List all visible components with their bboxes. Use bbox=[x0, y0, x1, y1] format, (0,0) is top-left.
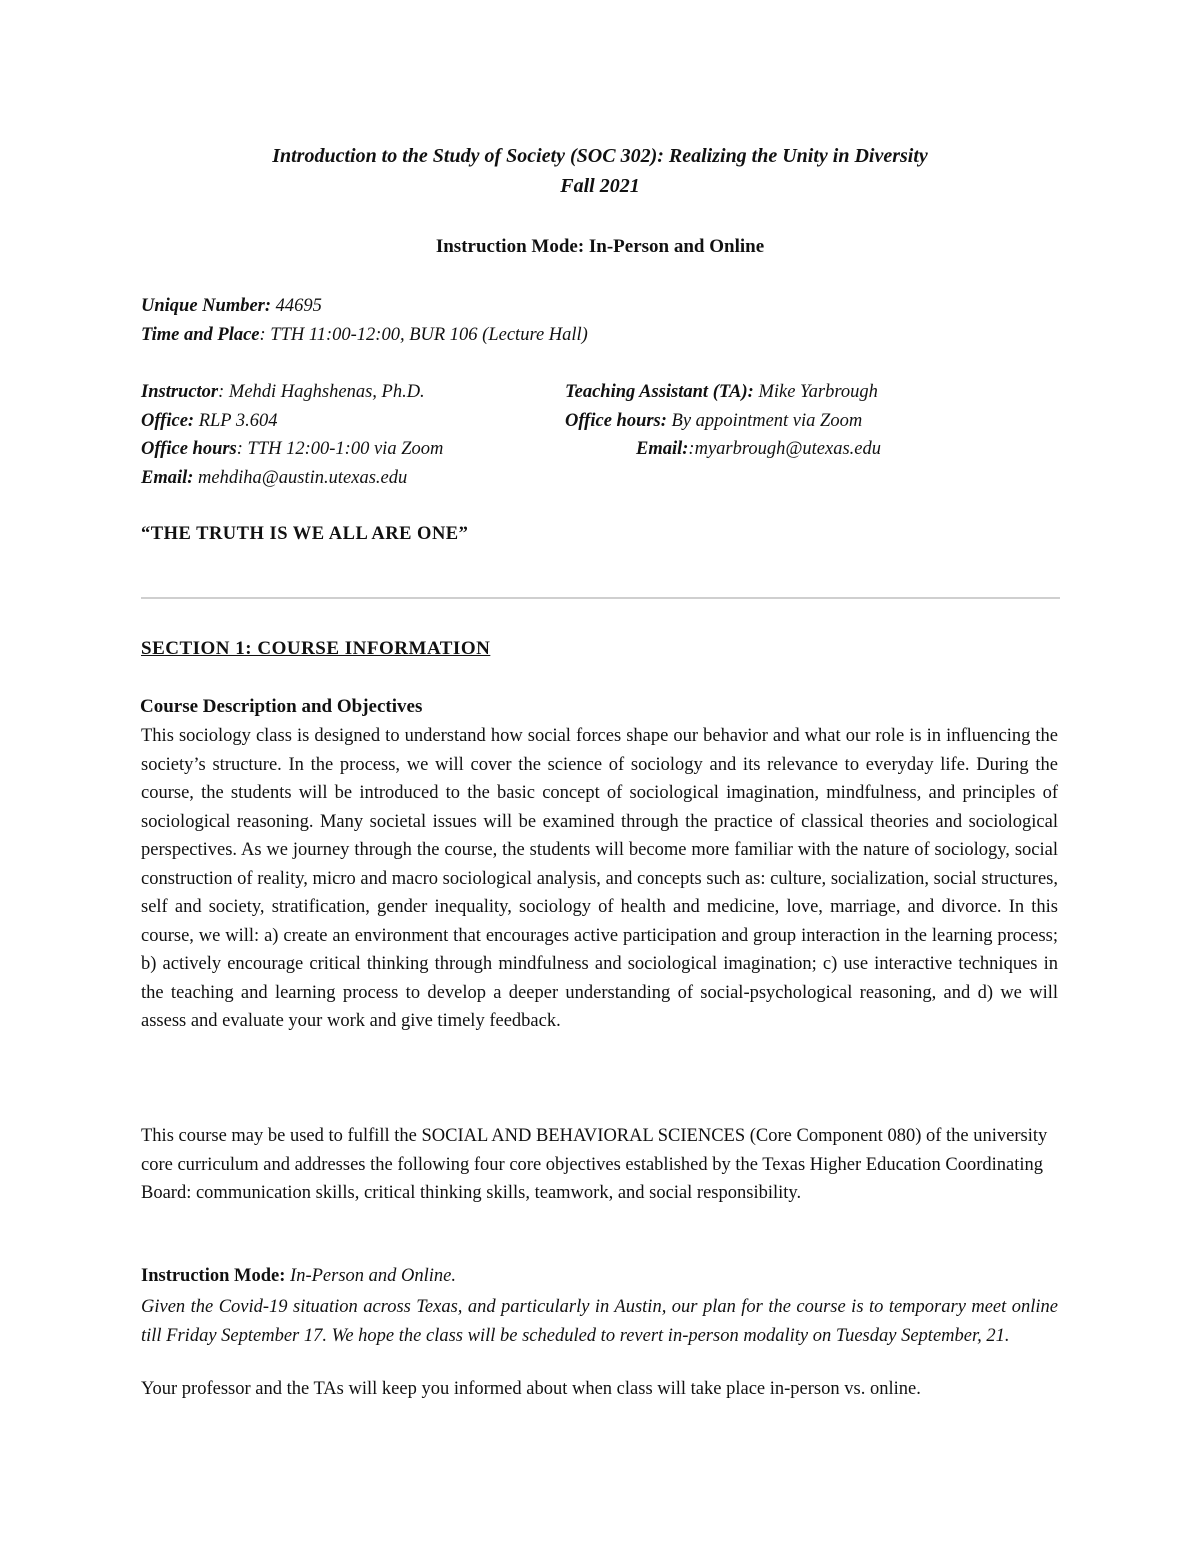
course-description-paragraph: This sociology class is designed to understand how social forces shape our behavior and what our role is in influencing the society’s structure. In the process, we will cover the science of sociology and its relevance to everyday life. During the course, the students will be introduced to the basic concept of sociological imagination, mindfulness, and principles of sociological reasoning. Many societal issues will be examined through the practice of classical theories and sociological perspectives. As we journey through the course, the students will become more familiar with the nature of sociology, social construction of reality, micro and macro sociological analysis, and concepts such as: culture, socialization, social structures, self and society, stratification, gender inequality, sociology of health and medicine, love, marriage, and divorce. In this course, we will: a) create an environment that encourages active participation and group interaction in the learning process; b) actively encourage critical thinking through mindfulness and sociological imagination; c) use interactive techniques in the teaching and learning process to develop a deeper understanding of social-psychological reasoning, and d) we will assess and evaluate your work and give timely feedback. bbox=[141, 726, 1058, 1031]
instructor-label: Instructor bbox=[141, 382, 219, 402]
instructor-hours-label: Office hours bbox=[141, 439, 237, 459]
ta-hours-value: By appointment via Zoom bbox=[666, 411, 863, 431]
course-motto: “THE TRUTH IS WE ALL ARE ONE” bbox=[141, 524, 469, 544]
section-1-heading: SECTION 1: COURSE INFORMATION bbox=[141, 638, 491, 659]
instructor-hours-value: : TTH 12:00-1:00 via Zoom bbox=[236, 439, 444, 459]
instruction-mode-line bbox=[141, 1266, 456, 1287]
ta-hours-label: Office hours: bbox=[565, 411, 667, 431]
instructor-office-label: Office: bbox=[141, 411, 195, 431]
instructor-value: : Mehdi Haghshenas, Ph.D. bbox=[218, 382, 425, 402]
course-description-heading: Course Description and Objectives bbox=[140, 696, 423, 717]
instructor-email-label: Email: bbox=[141, 468, 194, 488]
horizontal-divider bbox=[141, 597, 1060, 599]
final-note: Your professor and the TAs will keep you informed about when class will take place in-person vs. online. bbox=[141, 1379, 921, 1399]
instruction-mode-value: In-Person and Online. bbox=[285, 1266, 456, 1286]
unique-number-label: Unique Number: bbox=[141, 296, 272, 316]
instructor-email-value: mehdiha@austin.utexas.edu bbox=[193, 468, 408, 488]
ta-email-label: Email: bbox=[636, 439, 689, 459]
ta-value: Mike Yarbrough bbox=[753, 382, 878, 402]
time-and-place-label: Time and Place bbox=[141, 325, 260, 345]
ta-name bbox=[565, 382, 878, 403]
time-and-place-value: : TTH 11:00-12:00, BUR 106 (Lecture Hall) bbox=[259, 325, 588, 345]
covid-note: Given the Covid-19 situation across Texas, and particularly in Austin, our plan for the course is to temporary meet online till Friday September 17. We hope the class will be scheduled to revert in-person modality on Tuesday September, 21. bbox=[141, 1297, 1058, 1346]
ta-email-value: :myarbrough@utexas.edu bbox=[688, 439, 881, 459]
course-term: Fall 2021 bbox=[560, 175, 640, 197]
instructor-office bbox=[141, 411, 278, 432]
instructor-email bbox=[141, 468, 407, 489]
course-title: Introduction to the Study of Society (SOC 302): Realizing the Unity in Diversity bbox=[272, 145, 928, 167]
ta-label: Teaching Assistant (TA): bbox=[565, 382, 754, 402]
ta-office-hours bbox=[565, 411, 862, 432]
instructor-office-value: RLP 3.604 bbox=[194, 411, 278, 431]
time-and-place bbox=[141, 325, 588, 346]
unique-number-value: 44695 bbox=[271, 296, 322, 316]
instruction-mode-label: Instruction Mode: bbox=[141, 1266, 286, 1286]
instructor-office-hours bbox=[141, 439, 443, 460]
ta-email bbox=[636, 439, 881, 460]
instruction-mode-heading: Instruction Mode: In-Person and Online bbox=[435, 236, 765, 257]
unique-number bbox=[141, 296, 322, 317]
core-curriculum-paragraph: This course may be used to fulfill the SOCIAL AND BEHAVIORAL SCIENCES (Core Component 080) of the university core curriculum and addresses the following four core objectives established by the Texas Higher Education Coordinating Board: communication skills, critical thinking skills, teamwork, and social responsibility. bbox=[141, 1126, 1048, 1203]
instructor-name bbox=[141, 382, 425, 403]
